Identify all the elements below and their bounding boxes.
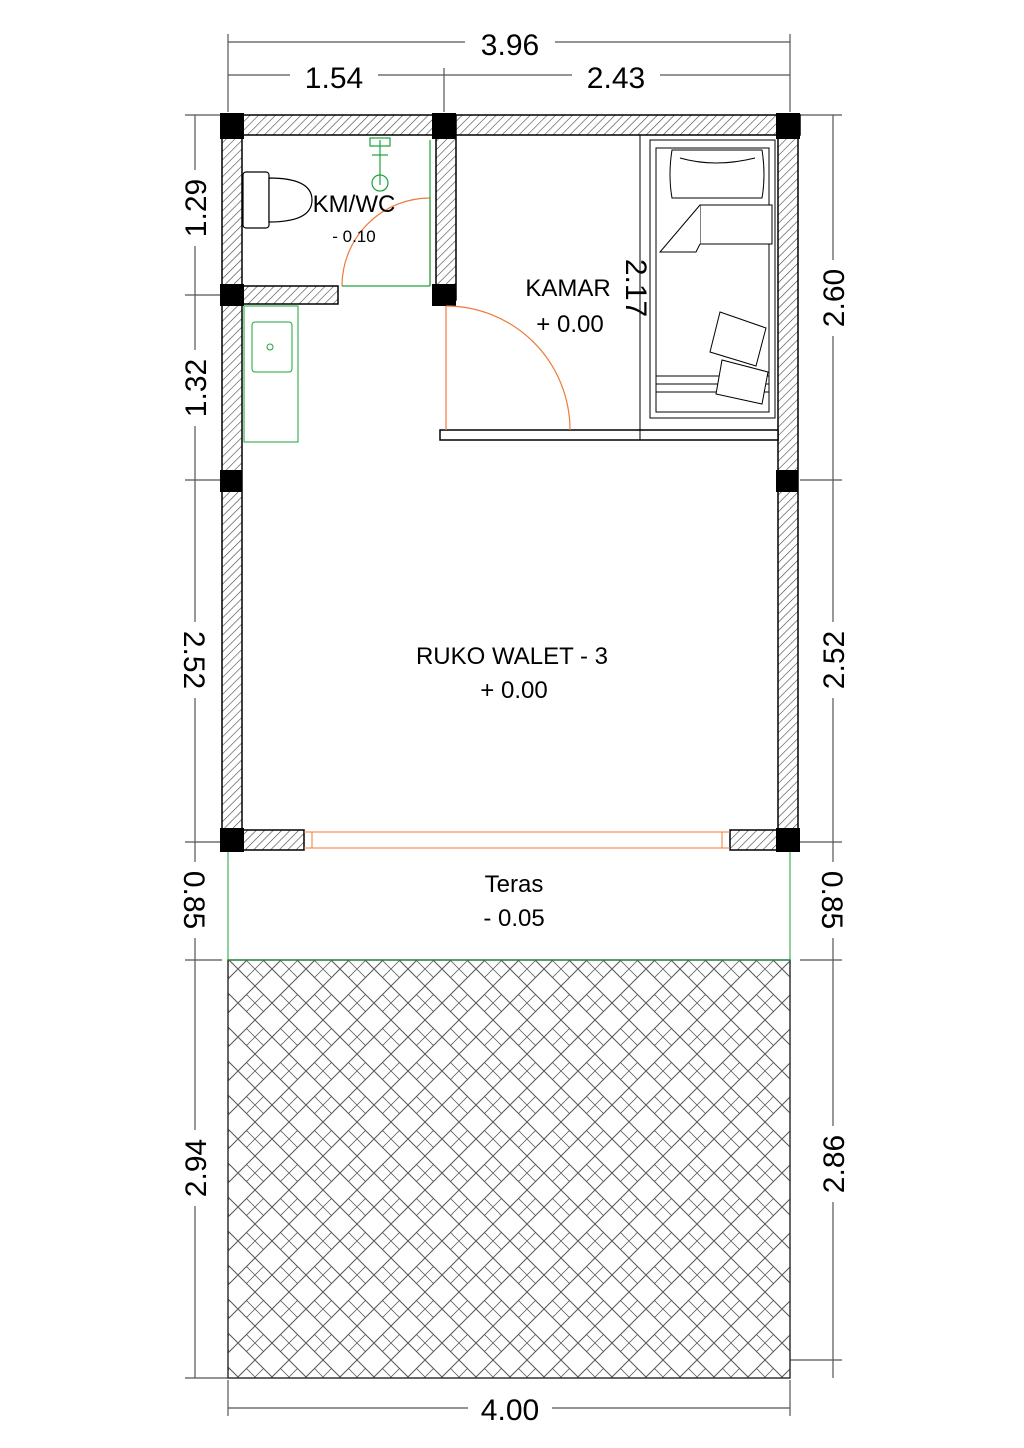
- dim-left-main: 2.52: [177, 630, 210, 690]
- dim-right-teras: 0.85: [815, 870, 848, 930]
- dim-left-teras: 0.85: [177, 870, 210, 930]
- room-kamar-name: KAMAR: [525, 275, 611, 302]
- dim-right-main: 2.52: [818, 630, 851, 690]
- toilet-fixture: [243, 172, 312, 228]
- room-teras-name: Teras: [484, 871, 544, 898]
- dim-left-paving: 2.94: [180, 1138, 213, 1198]
- dim-left-wc: 1.29: [180, 178, 213, 238]
- teras-outline: [228, 842, 790, 960]
- pillow: [670, 150, 764, 198]
- room-kamar-level: + 0.00: [536, 311, 604, 338]
- dim-bottom-total: 4.00: [480, 1394, 540, 1427]
- dim-right-kamar: 2.60: [818, 268, 851, 328]
- room-teras-level: - 0.05: [483, 905, 545, 932]
- room-main-name: RUKO WALET - 3: [415, 643, 609, 670]
- sink-counter: [244, 306, 298, 442]
- dim-top-left: 1.54: [304, 62, 364, 95]
- dim-left-sink: 1.32: [180, 358, 213, 418]
- paving-area: [228, 960, 790, 1378]
- room-main-level: + 0.00: [480, 677, 548, 704]
- dim-top-total: 3.96: [480, 29, 540, 62]
- room-wc-name: KM/WC: [312, 191, 396, 218]
- front-window: [304, 832, 730, 848]
- dim-right-paving: 2.86: [818, 1134, 851, 1194]
- room-wc-level: - 0.10: [332, 227, 376, 246]
- dim-top-right: 2.43: [586, 62, 646, 95]
- dim-bed-length: 2.17: [619, 258, 652, 318]
